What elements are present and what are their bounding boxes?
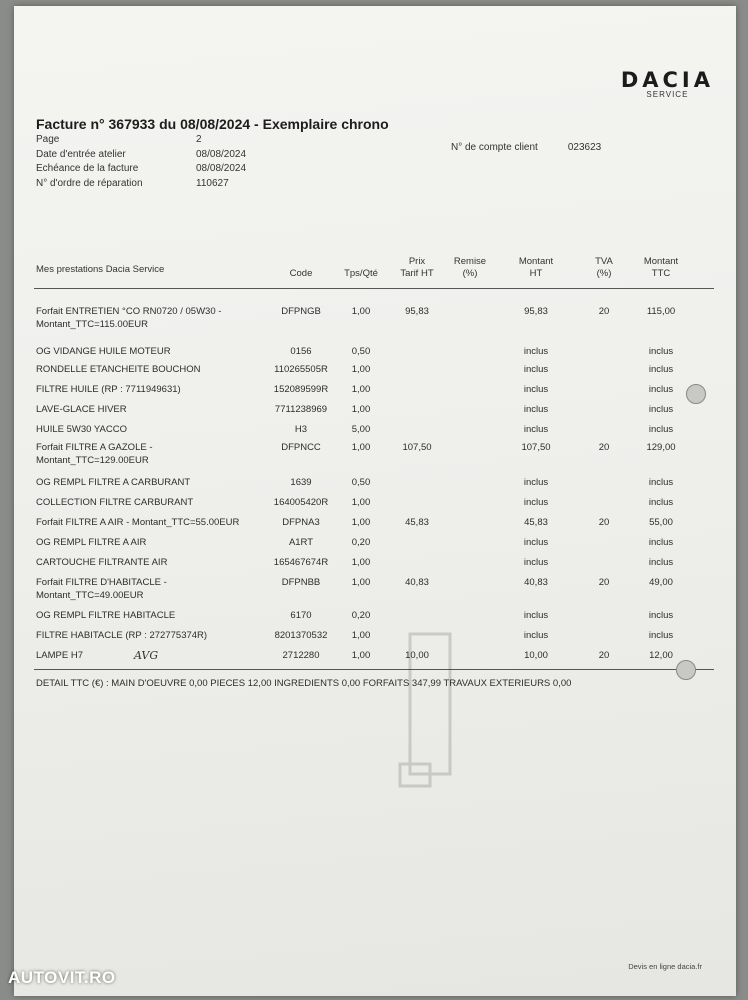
cell-description: HUILE 5W30 YACCO — [36, 424, 127, 435]
header-code: Code — [289, 268, 313, 279]
meta-row-due-date — [36, 163, 246, 178]
cell-description: RONDELLE ETANCHEITE BOUCHON — [36, 364, 201, 375]
table-header — [14, 256, 736, 290]
table-bottom-divider — [34, 669, 714, 670]
cell-price-ht: 10,00 — [405, 650, 429, 661]
punch-hole — [686, 384, 706, 404]
cell-description: Forfait FILTRE A GAZOLE - Montant_TTC=129.00EUR — [36, 442, 153, 466]
cell-quantity: 0,50 — [351, 346, 371, 357]
cell-amount-ttc: inclus — [648, 346, 674, 357]
meta-row-page — [36, 134, 246, 149]
cell-code: DFPNBB — [281, 577, 321, 588]
cell-amount-ttc: inclus — [648, 610, 674, 621]
cell-code: DFPNGB — [281, 306, 321, 317]
cell-code: 1639 — [290, 477, 312, 488]
header-ht: Montant HT — [518, 256, 554, 279]
cell-quantity: 0,20 — [351, 610, 371, 621]
cell-amount-ht: 40,83 — [524, 577, 548, 588]
client-account — [451, 142, 601, 153]
cell-code: 2712280 — [282, 650, 320, 661]
cell-amount-ht: inclus — [523, 364, 549, 375]
cell-code: 8201370532 — [274, 630, 328, 641]
cell-amount-ht: inclus — [523, 497, 549, 508]
cell-description: FILTRE HUILE (RP : 7711949631) — [36, 384, 181, 395]
cell-amount-ttc: inclus — [648, 537, 674, 548]
cell-vat: 20 — [598, 306, 610, 317]
cell-amount-ht: inclus — [523, 610, 549, 621]
cell-amount-ttc: inclus — [648, 384, 674, 395]
cell-description: COLLECTION FILTRE CARBURANT — [36, 497, 194, 508]
meta-label: N° d'ordre de réparation — [36, 177, 143, 189]
cell-description: OG VIDANGE HUILE MOTEUR — [36, 346, 171, 357]
cell-amount-ht: 95,83 — [524, 306, 548, 317]
meta-value: 110627 — [196, 177, 229, 189]
cell-description: FILTRE HABITACLE (RP : 272775374R) — [36, 630, 208, 641]
cell-amount-ttc: 115,00 — [646, 306, 676, 317]
brand-sub: SERVICE — [646, 90, 689, 99]
detail-ttc: DETAIL TTC (€) : MAIN D'OEUVRE 0,00 PIECES 12,00 INGREDIENTS 0,00 FORFAITS 347,99 TRAVAUX EXTERIEURS 0,00 — [36, 678, 572, 689]
cell-price-ht: 95,83 — [405, 306, 429, 317]
meta-row-entry-date — [36, 149, 246, 164]
cell-code: DFPNCC — [281, 442, 321, 453]
cell-code: 6170 — [290, 610, 312, 621]
cell-amount-ttc: 12,00 — [649, 650, 673, 661]
cell-quantity: 1,00 — [351, 557, 371, 568]
cell-vat: 20 — [598, 577, 610, 588]
cell-quantity: 1,00 — [351, 577, 371, 588]
cell-amount-ttc: inclus — [648, 424, 674, 435]
cell-quantity: 5,00 — [351, 424, 371, 435]
cell-quantity: 1,00 — [351, 306, 371, 317]
cell-quantity: 1,00 — [351, 650, 371, 661]
cell-description: OG REMPL FILTRE A CARBURANT — [36, 477, 191, 488]
cell-quantity: 1,00 — [351, 404, 371, 415]
cell-amount-ttc: 49,00 — [649, 577, 673, 588]
cell-description: OG REMPL FILTRE A AIR — [36, 537, 147, 548]
invoice-meta — [36, 134, 246, 192]
cell-amount-ttc: inclus — [648, 477, 674, 488]
cell-amount-ttc: inclus — [648, 497, 674, 508]
cell-code: 7711238969 — [274, 404, 328, 415]
cell-code: 164005420R — [273, 497, 329, 508]
meta-label: Page — [36, 134, 60, 145]
header-prix: Prix Tarif HT — [400, 256, 434, 279]
cell-amount-ht: 10,00 — [524, 650, 548, 661]
cell-description: Forfait FILTRE A AIR - Montant_TTC=55.00EUR — [36, 517, 240, 528]
cell-code: A1RT — [288, 537, 314, 548]
header-remise: Remise (%) — [453, 256, 487, 279]
cell-price-ht: 107,50 — [402, 442, 432, 453]
cell-amount-ht: inclus — [523, 384, 549, 395]
cell-amount-ttc: inclus — [648, 557, 674, 568]
cell-amount-ttc: inclus — [648, 364, 674, 375]
invoice-page — [14, 6, 736, 996]
footer-text: Devis en ligne dacia.fr — [628, 962, 702, 971]
cell-quantity: 1,00 — [351, 517, 371, 528]
meta-label: Date d'entrée atelier — [36, 148, 126, 160]
cell-amount-ttc: inclus — [648, 630, 674, 641]
cell-price-ht: 40,83 — [405, 577, 429, 588]
cell-amount-ht: inclus — [523, 346, 549, 357]
header-divider — [34, 288, 714, 289]
client-value: 023623 — [567, 142, 602, 153]
cell-quantity: 1,00 — [351, 442, 371, 453]
cell-code: H3 — [294, 424, 308, 435]
punch-hole — [676, 660, 696, 680]
cell-amount-ht: 45,83 — [524, 517, 548, 528]
cell-description: LAMPE H7 — [36, 650, 83, 661]
cell-quantity: 1,00 — [351, 497, 371, 508]
client-label: N° de compte client — [451, 142, 538, 153]
faded-stamp — [390, 614, 480, 794]
cell-code: 110265505R — [274, 364, 328, 375]
cell-quantity: 1,00 — [351, 630, 371, 641]
cell-code: 152089599R — [273, 384, 329, 395]
cell-amount-ht: inclus — [523, 557, 549, 568]
cell-code: 0156 — [290, 346, 312, 357]
cell-description: OG REMPL FILTRE HABITACLE — [36, 610, 176, 621]
cell-quantity: 1,00 — [351, 364, 371, 375]
meta-value: 08/08/2024 — [196, 163, 247, 174]
cell-amount-ht: 107,50 — [521, 442, 551, 453]
cell-price-ht: 45,83 — [405, 517, 429, 528]
header-ttc: Montant TTC — [643, 256, 679, 279]
cell-amount-ht: inclus — [523, 537, 549, 548]
meta-label: Echéance de la facture — [36, 163, 139, 174]
cell-description: Forfait ENTRETIEN °CO RN0720 / 05W30 - Montant_TTC=115.00EUR — [36, 306, 222, 330]
cell-vat: 20 — [598, 650, 610, 661]
cell-code: DFPNA3 — [282, 517, 320, 528]
header-tva: TVA (%) — [595, 256, 613, 279]
cell-code: 165467674R — [273, 557, 329, 568]
invoice-title: Facture n° 367933 du 08/08/2024 - Exemplaire chrono — [36, 116, 389, 132]
cell-amount-ht: inclus — [523, 630, 549, 641]
header-qty: Tps/Qté — [344, 268, 378, 279]
cell-quantity: 0,50 — [351, 477, 371, 488]
meta-value: 2 — [196, 134, 202, 145]
brand-name: DACIA — [620, 68, 714, 92]
cell-amount-ttc: 129,00 — [646, 442, 676, 453]
cell-quantity: 1,00 — [351, 384, 371, 395]
watermark: AUTOVIT.RO — [8, 968, 116, 987]
handwritten-note: AVG — [134, 649, 159, 662]
cell-vat: 20 — [598, 442, 610, 453]
cell-amount-ht: inclus — [523, 404, 549, 415]
cell-description: LAVE-GLACE HIVER — [36, 404, 127, 415]
cell-amount-ht: inclus — [523, 477, 549, 488]
dacia-logo — [621, 68, 714, 99]
cell-description: Forfait FILTRE D'HABITACLE - Montant_TTC=49.00EUR — [36, 577, 167, 601]
meta-value: 08/08/2024 — [196, 148, 247, 160]
cell-amount-ht: inclus — [523, 424, 549, 435]
meta-row-repair-order — [36, 178, 246, 193]
cell-description: CARTOUCHE FILTRANTE AIR — [36, 557, 168, 568]
cell-amount-ttc: inclus — [648, 404, 674, 415]
cell-quantity: 0,20 — [351, 537, 371, 548]
cell-vat: 20 — [598, 517, 610, 528]
cell-amount-ttc: 55,00 — [649, 517, 673, 528]
header-desc: Mes prestations Dacia Service — [36, 264, 165, 275]
